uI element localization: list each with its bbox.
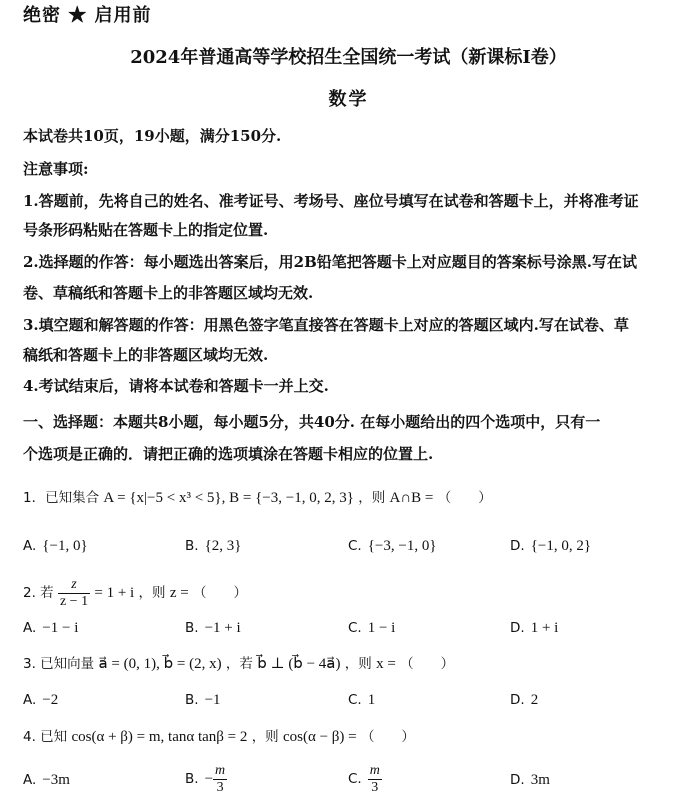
note-3-line-1: 3.填空题和解答题的作答：用黑色签字笔直接答在答题卡上对应的答题区域内.写在试卷、草 <box>23 316 629 334</box>
option-value: {2, 3} <box>204 538 242 554</box>
question-3-math-2: b⃗ ⊥ (b⃗ − 4a⃗) <box>257 656 341 672</box>
question-4-math-2: cos(α − β) = <box>282 729 357 745</box>
section-1-heading-line-1: 一、选择题：本题共8小题，每小题5分，共40分. 在每小题给出的四个选项中，只有一 <box>23 413 601 431</box>
option-value: 2 <box>530 692 539 708</box>
option-value: {−1, 0, 2} <box>530 538 592 554</box>
note-1-line-1: 1.答题前，先将自己的姓名、准考证号、考场号、座位号填写在试卷和答题卡上，并将准考证 <box>23 192 639 210</box>
exam-summary: 本试卷共10页，19小题，满分150分. <box>23 127 282 145</box>
option-label: D. <box>510 692 525 708</box>
question-3-end: （ ） <box>400 656 455 672</box>
question-4-option-a <box>23 770 70 790</box>
question-2-fraction <box>58 577 90 610</box>
question-3-suffix: ，若 <box>225 656 253 672</box>
note-2-line-1: 2.选择题的作答：每小题选出答案后，用2B铅笔把答题卡上对应题目的答案标号涂黑.写在试 <box>23 253 638 271</box>
question-1-option-a <box>23 536 88 556</box>
question-3-stem <box>23 654 677 674</box>
option-label: D. <box>510 620 525 636</box>
question-4-option-c <box>348 762 382 796</box>
option-label: A. <box>23 620 37 636</box>
option-label: B. <box>185 538 199 554</box>
option-value: {−3, −1, 0} <box>367 538 437 554</box>
question-4-prefix: 4. 已知 <box>23 729 68 745</box>
exam-title: 2024年普通高等学校招生全国统一考试（新课标I卷） <box>130 47 567 68</box>
option-value: 1 − i <box>367 620 396 636</box>
option-value: −3m <box>42 772 70 788</box>
option-label: B. <box>185 771 199 787</box>
question-2-option-c <box>348 618 395 638</box>
question-2-prefix: 2. 若 <box>23 585 54 601</box>
question-2-math: = 1 + i <box>94 585 135 601</box>
option-label: B. <box>185 692 199 708</box>
option-value: 3m <box>530 772 550 788</box>
note-3-line-2: 稿纸和答题卡上的非答题区域均无效. <box>23 346 269 364</box>
fraction-denominator: z − 1 <box>59 593 89 609</box>
option-label: C. <box>348 538 362 554</box>
option-value: 1 + i <box>530 620 559 636</box>
notice-label: 注意事项: <box>23 160 89 178</box>
question-2-math-2: z = <box>169 585 189 601</box>
question-1-option-c <box>348 536 437 556</box>
option-label: C. <box>348 620 362 636</box>
question-3-math-3: x = <box>376 656 396 672</box>
question-4-option-d <box>510 770 550 790</box>
question-3-math: a⃗ = (0, 1), b⃗ = (2, x) <box>98 656 222 672</box>
option-label: A. <box>23 692 37 708</box>
question-4-suffix: ，则 <box>251 729 279 745</box>
question-1-end: （ ） <box>437 490 492 506</box>
fraction-denominator: 3 <box>371 779 379 795</box>
question-4-option-b <box>185 762 227 796</box>
option-sign: − <box>204 771 214 787</box>
option-label: C. <box>348 692 362 708</box>
question-3-option-a <box>23 690 58 710</box>
question-3-prefix: 3. 已知向量 <box>23 656 95 672</box>
option-label: D. <box>510 538 525 554</box>
question-1-stem <box>23 488 677 508</box>
fraction-numerator: m <box>369 762 380 778</box>
option-label: A. <box>23 538 37 554</box>
question-3-option-b <box>185 690 221 710</box>
note-2-line-2: 卷、草稿纸和答题卡上的非答题区域均无效. <box>23 284 314 302</box>
question-1-prefix: 1．已知集合 <box>23 490 100 506</box>
note-4: 4.考试结束后，请将本试卷和答题卡一并上交. <box>23 377 329 395</box>
question-3-option-c <box>348 690 375 710</box>
option-fraction <box>213 763 227 796</box>
question-2-option-a <box>23 618 78 638</box>
question-2-stem <box>23 576 677 610</box>
confidential-stamp: 绝密 ★ 启用前 <box>23 5 152 26</box>
fraction-denominator: 3 <box>216 779 224 795</box>
section-1-heading-line-2: 个选项是正确的．请把正确的选项填涂在答题卡相应的位置上. <box>23 445 434 463</box>
question-3-option-d <box>510 690 538 710</box>
question-1-math-2: A∩B = <box>389 490 434 506</box>
option-label: D. <box>510 772 525 788</box>
question-4-math: cos(α + β) = m, tanα tanβ = 2 <box>71 729 248 745</box>
fraction-numerator: z <box>58 577 90 594</box>
option-value: 1 <box>367 692 376 708</box>
question-4-stem <box>23 727 677 747</box>
option-label: A. <box>23 772 37 788</box>
question-1-option-d <box>510 536 591 556</box>
question-2-suffix: ，则 <box>138 585 166 601</box>
option-value: −1 <box>204 692 221 708</box>
question-2-end: （ ） <box>192 585 247 601</box>
option-value: −1 − i <box>42 620 79 636</box>
option-label: B. <box>185 620 199 636</box>
option-value: −1 + i <box>204 620 241 636</box>
option-fraction <box>368 763 382 796</box>
question-2-option-b <box>185 618 241 638</box>
question-2-option-d <box>510 618 558 638</box>
question-4-end: （ ） <box>360 729 415 745</box>
fraction-numerator: m <box>215 762 226 778</box>
option-value: {−1, 0} <box>42 538 88 554</box>
question-1-suffix: ，则 <box>358 490 386 506</box>
question-1-option-b <box>185 536 241 556</box>
question-3-suffix-2: ，则 <box>344 656 372 672</box>
question-1-math: A = {x|−5 < x³ < 5}, B = {−3, −1, 0, 2, 3} <box>103 490 354 506</box>
note-1-line-2: 号条形码粘贴在答题卡上的指定位置. <box>23 221 269 239</box>
subject-title: 数学 <box>328 89 369 110</box>
option-label: C. <box>348 771 362 787</box>
option-value: −2 <box>42 692 59 708</box>
